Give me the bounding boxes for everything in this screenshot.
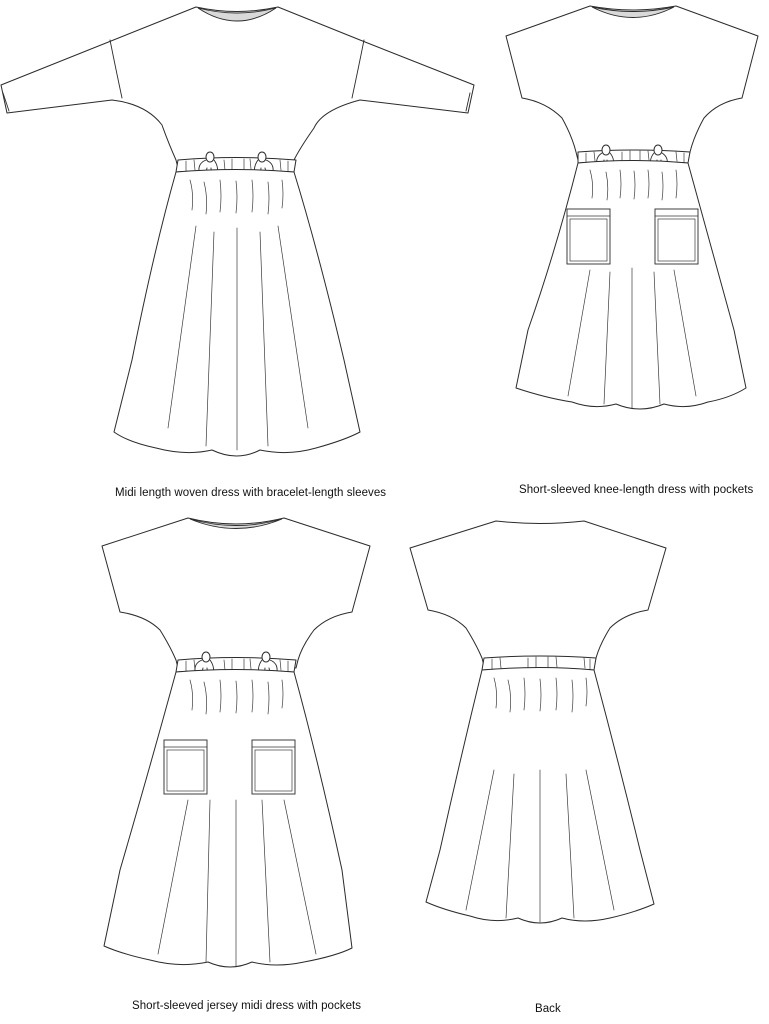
bodice-short-sleeves	[506, 6, 758, 160]
dress-midi-bracelet-sleeves	[1, 7, 474, 456]
pocket-left	[164, 740, 207, 794]
bodice-with-long-sleeves	[1, 7, 474, 168]
bodice-short-sleeves	[102, 518, 370, 668]
pocket-right	[252, 740, 295, 794]
caption-jersey-midi-dress: Short-sleeved jersey midi dress with pockets	[132, 1000, 362, 1012]
caption-knee-length-dress: Short-sleeved knee-length dress with pockets	[519, 484, 754, 496]
knee-skirt	[516, 161, 746, 410]
bodice-back	[410, 521, 666, 666]
dress-back-view	[410, 521, 666, 923]
dress-jersey-midi-pockets	[102, 518, 370, 967]
midi-skirt	[104, 670, 352, 968]
pocket-left	[567, 209, 610, 264]
caption-back-view: Back	[535, 1003, 561, 1015]
dress-knee-pockets	[506, 6, 758, 409]
caption-midi-woven-dress: Midi length woven dress with bracelet-length sleeves	[115, 487, 387, 499]
pocket-right	[655, 209, 698, 264]
